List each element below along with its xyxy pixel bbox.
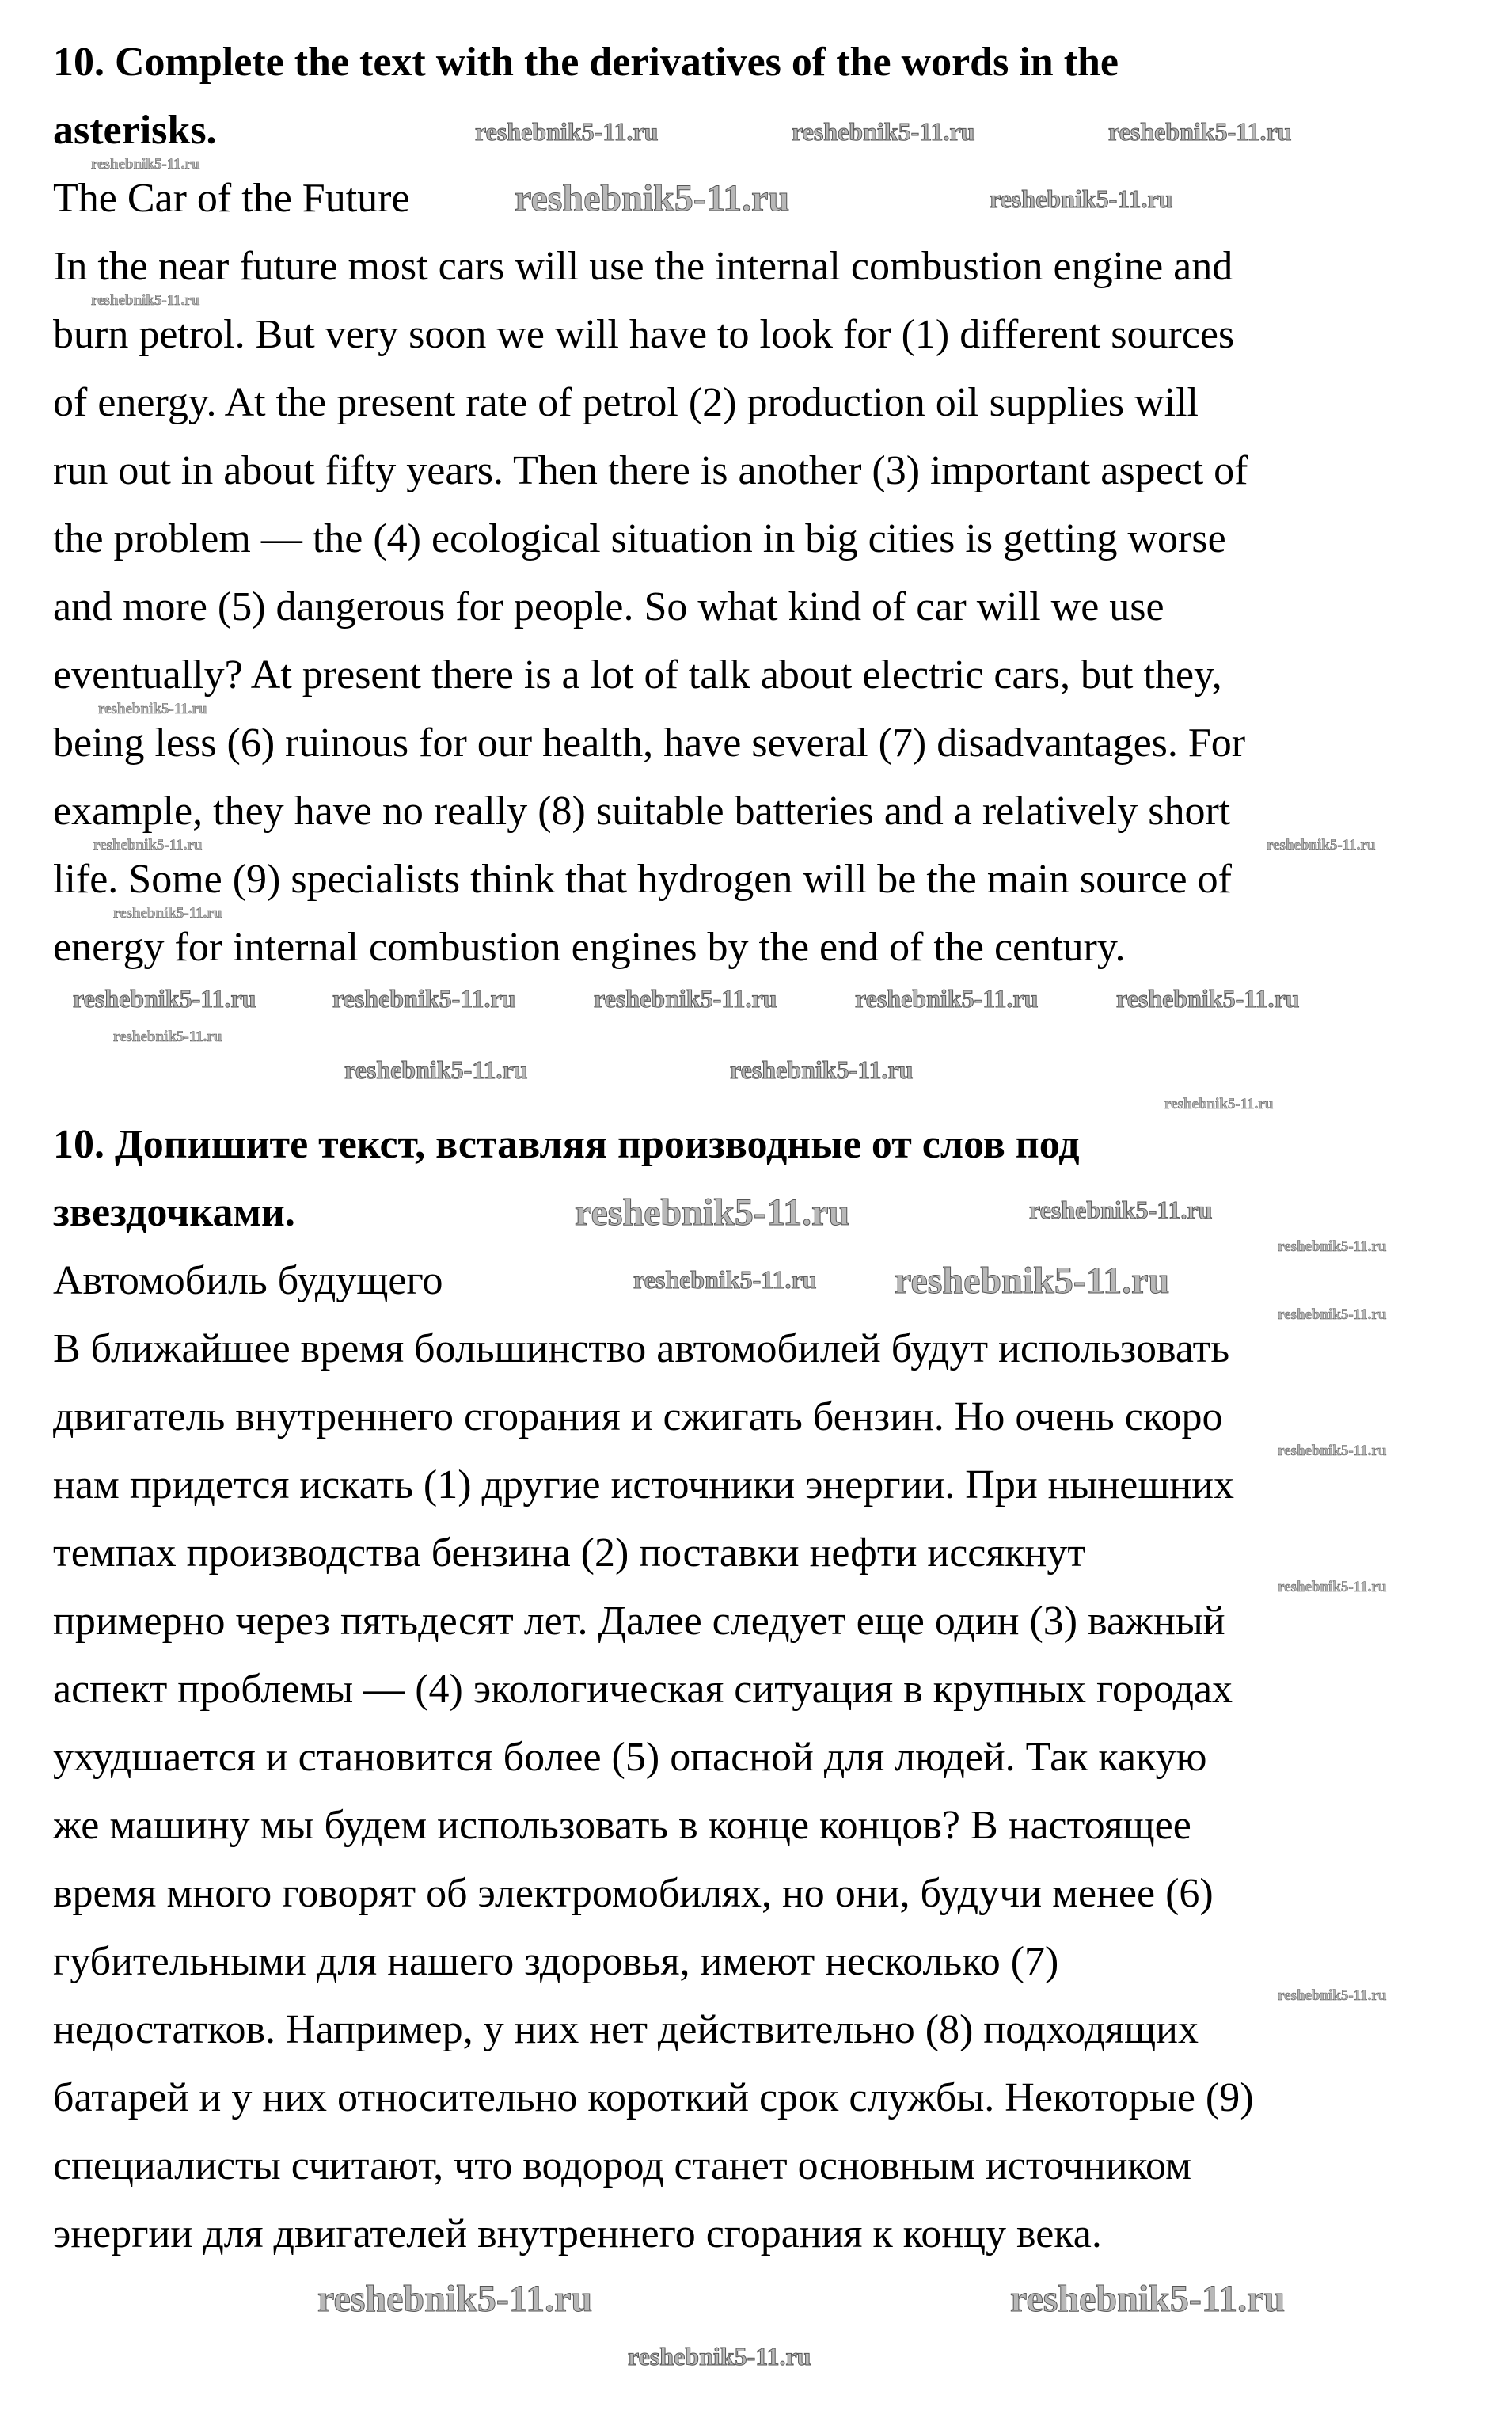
text-line: run out in about fifty years. Then there is another (3) important aspect of	[53, 448, 1248, 493]
watermark: reshebnik5-11.ru	[1029, 1196, 1213, 1224]
text-line: двигатель внутреннего сгорания и сжигать бензин. Но очень скоро	[53, 1394, 1223, 1439]
watermark: reshebnik5-11.ru	[730, 1055, 914, 1084]
watermark: reshebnik5-11.ru	[344, 1055, 528, 1084]
text-line: In the near future most cars will use the internal combustion engine and	[53, 244, 1233, 289]
watermark: reshebnik5-11.ru	[633, 1265, 817, 1294]
watermark: reshebnik5-11.ru	[332, 984, 516, 1013]
watermark: reshebnik5-11.ru	[317, 2278, 593, 2320]
watermark: reshebnik5-11.ru	[1164, 1096, 1274, 1112]
text-line: специалисты считают, что водород станет основным источником	[53, 2143, 1191, 2188]
text-line: eventually? At present there is a lot of talk about electric cars, but they,	[53, 652, 1222, 698]
watermark: reshebnik5-11.ru	[1278, 1306, 1387, 1323]
watermark: reshebnik5-11.ru	[98, 701, 207, 717]
text-line: энергии для двигателей внутреннего сгорания к концу века.	[53, 2211, 1102, 2256]
watermark: reshebnik5-11.ru	[1278, 1579, 1387, 1595]
watermark: reshebnik5-11.ru	[1278, 1987, 1387, 2004]
text-line: being less (6) ruinous for our health, have several (7) disadvantages. For	[53, 720, 1246, 766]
text-line: примерно через пятьдесят лет. Далее следует еще один (3) важный	[53, 1599, 1225, 1644]
text-line: the problem — the (4) ecological situation in big cities is getting worse	[53, 516, 1226, 561]
watermark: reshebnik5-11.ru	[1116, 984, 1300, 1013]
text-line: время много говорят об электромобилях, но они, будучи менее (6)	[53, 1871, 1214, 1916]
text-line: недостатков. Например, у них нет действительно (8) подходящих	[53, 2007, 1199, 2052]
watermark: reshebnik5-11.ru	[73, 984, 256, 1013]
watermark: reshebnik5-11.ru	[113, 905, 222, 922]
watermark: reshebnik5-11.ru	[1010, 2278, 1286, 2320]
watermark: reshebnik5-11.ru	[1108, 117, 1292, 146]
text-line: of energy. At the present rate of petrol (2) production oil supplies will	[53, 380, 1199, 425]
watermark: reshebnik5-11.ru	[475, 117, 659, 146]
text-line: аспект проблемы — (4) экологическая ситуация в крупных городах	[53, 1667, 1233, 1712]
watermark: reshebnik5-11.ru	[792, 117, 975, 146]
text-line: burn petrol. But very soon we will have to look for (1) different sources	[53, 312, 1235, 357]
text-line: батарей и у них относительно короткий срок службы. Некоторые (9)	[53, 2075, 1254, 2120]
watermark: reshebnik5-11.ru	[990, 184, 1173, 213]
exercise-title-en-line-2: asterisks.	[53, 108, 217, 153]
watermark: reshebnik5-11.ru	[91, 156, 200, 173]
exercise-title-ru-line-2: звездочками.	[53, 1190, 295, 1235]
text-line: energy for internal combustion engines by the end of the century.	[53, 925, 1126, 970]
text-line: life. Some (9) specialists think that hydrogen will be the main source of	[53, 857, 1232, 902]
text-line: темпах производства бензина (2) поставки нефти иссякнут	[53, 1530, 1086, 1576]
exercise-title-en-line-1: 10. Complete the text with the derivatives of the words in the	[53, 40, 1119, 85]
text-line: же машину мы будем использовать в конце концов? В настоящее	[53, 1803, 1191, 1848]
watermark: reshebnik5-11.ru	[113, 1028, 222, 1045]
exercise-title-ru-line-1: 10. Допишите текст, вставляя производные от слов под	[53, 1122, 1080, 1167]
watermark: reshebnik5-11.ru	[1267, 837, 1376, 854]
text-line: ухудшается и становится более (5) опасной для людей. Так какую	[53, 1735, 1207, 1780]
watermark: reshebnik5-11.ru	[895, 1260, 1170, 1302]
watermark: reshebnik5-11.ru	[594, 984, 777, 1013]
watermark: reshebnik5-11.ru	[575, 1192, 850, 1234]
watermark: reshebnik5-11.ru	[1278, 1443, 1387, 1459]
text-heading-en: The Car of the Future	[53, 176, 410, 221]
watermark: reshebnik5-11.ru	[515, 177, 790, 219]
text-line: нам придется искать (1) другие источники энергии. При нынешних	[53, 1462, 1235, 1507]
text-line: and more (5) dangerous for people. So what kind of car will we use	[53, 584, 1164, 629]
text-line: В ближайшее время большинство автомобилей будут использовать	[53, 1326, 1230, 1371]
watermark: reshebnik5-11.ru	[1278, 1238, 1387, 1255]
watermark: reshebnik5-11.ru	[855, 984, 1039, 1013]
text-line: example, they have no really (8) suitable batteries and a relatively short	[53, 789, 1231, 834]
watermark: reshebnik5-11.ru	[93, 837, 203, 854]
text-line: губительными для нашего здоровья, имеют несколько (7)	[53, 1939, 1059, 1984]
watermark: reshebnik5-11.ru	[91, 292, 200, 309]
text-heading-ru: Автомобиль будущего	[53, 1258, 443, 1303]
watermark: reshebnik5-11.ru	[628, 2342, 811, 2370]
